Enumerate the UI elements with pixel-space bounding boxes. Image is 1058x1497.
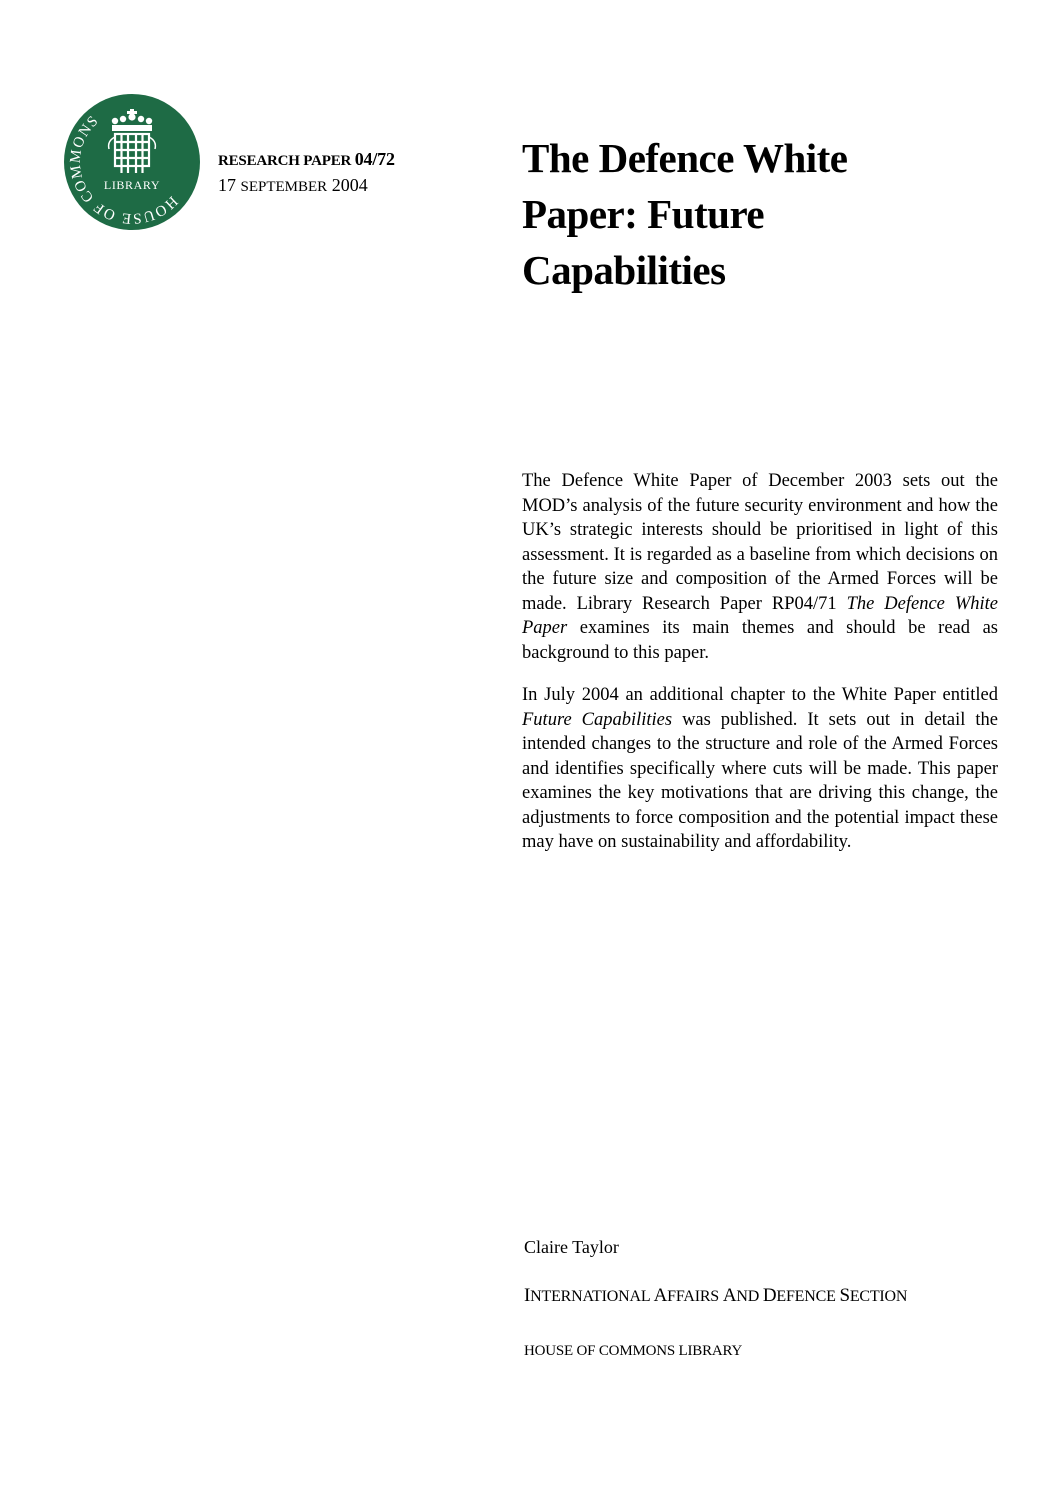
title-line-3: Capabilities (522, 247, 726, 293)
date-month: SEPTEMBER (240, 179, 328, 195)
house-of-commons-library-seal (63, 93, 201, 231)
summary-p1-text-b: examines its main themes and should be read as background to this paper. (522, 618, 998, 663)
summary-p2-text-b: was published. It sets out in detail the intended changes to the structure and role of the Armed Forces and identifies specifically where cuts will be made. This paper examines the key motivations that are driving this change, the adjustments to force composition and the potential impact these may have on sustainability and affordability. (522, 709, 998, 852)
title-line-1: The Defence White (522, 135, 848, 181)
publication-date (218, 173, 395, 199)
paper-label: RESEARCH PAPER (218, 153, 352, 169)
section-text: INTERNATIONAL AFFAIRS AND DEFENCE SECTION (524, 1285, 908, 1306)
summary-p1-italic: The Defence White Paper (522, 593, 998, 638)
seal-center-text: LIBRARY (103, 178, 161, 192)
section-name (524, 1285, 907, 1307)
summary-p2-italic: Future Capabilities (522, 709, 673, 730)
date-year: 2004 (331, 175, 368, 195)
summary-p2-text-a: In July 2004 an additional chapter to the White Paper entitled (522, 685, 998, 705)
date-day: 17 (218, 175, 236, 195)
paper-number-line (218, 147, 395, 173)
library-name: HOUSE OF COMMONS LIBRARY (524, 1343, 743, 1359)
paper-number: 04/72 (354, 149, 395, 169)
summary-paragraph-1 (522, 469, 998, 665)
paper-info (218, 147, 395, 199)
portcullis-crown-icon (63, 93, 201, 231)
document-title (522, 130, 942, 298)
author-name: Claire Taylor (524, 1237, 619, 1257)
seal-ring-text: HOUSE OF COMMONS (67, 112, 181, 227)
summary-paragraph-2 (522, 683, 998, 855)
title-line-2: Paper: Future (522, 191, 765, 237)
summary (522, 469, 998, 873)
summary-p1-text-a: The Defence White Paper of December 2003 sets out the MOD’s analysis of the future security environment and how the UK’s strategic interests should be prioritised in light of this assessment. It is regarded as a baseline from which decisions on the future size and composition of the Armed Forces will be made. Library Research Paper RP04/71 (522, 471, 998, 614)
